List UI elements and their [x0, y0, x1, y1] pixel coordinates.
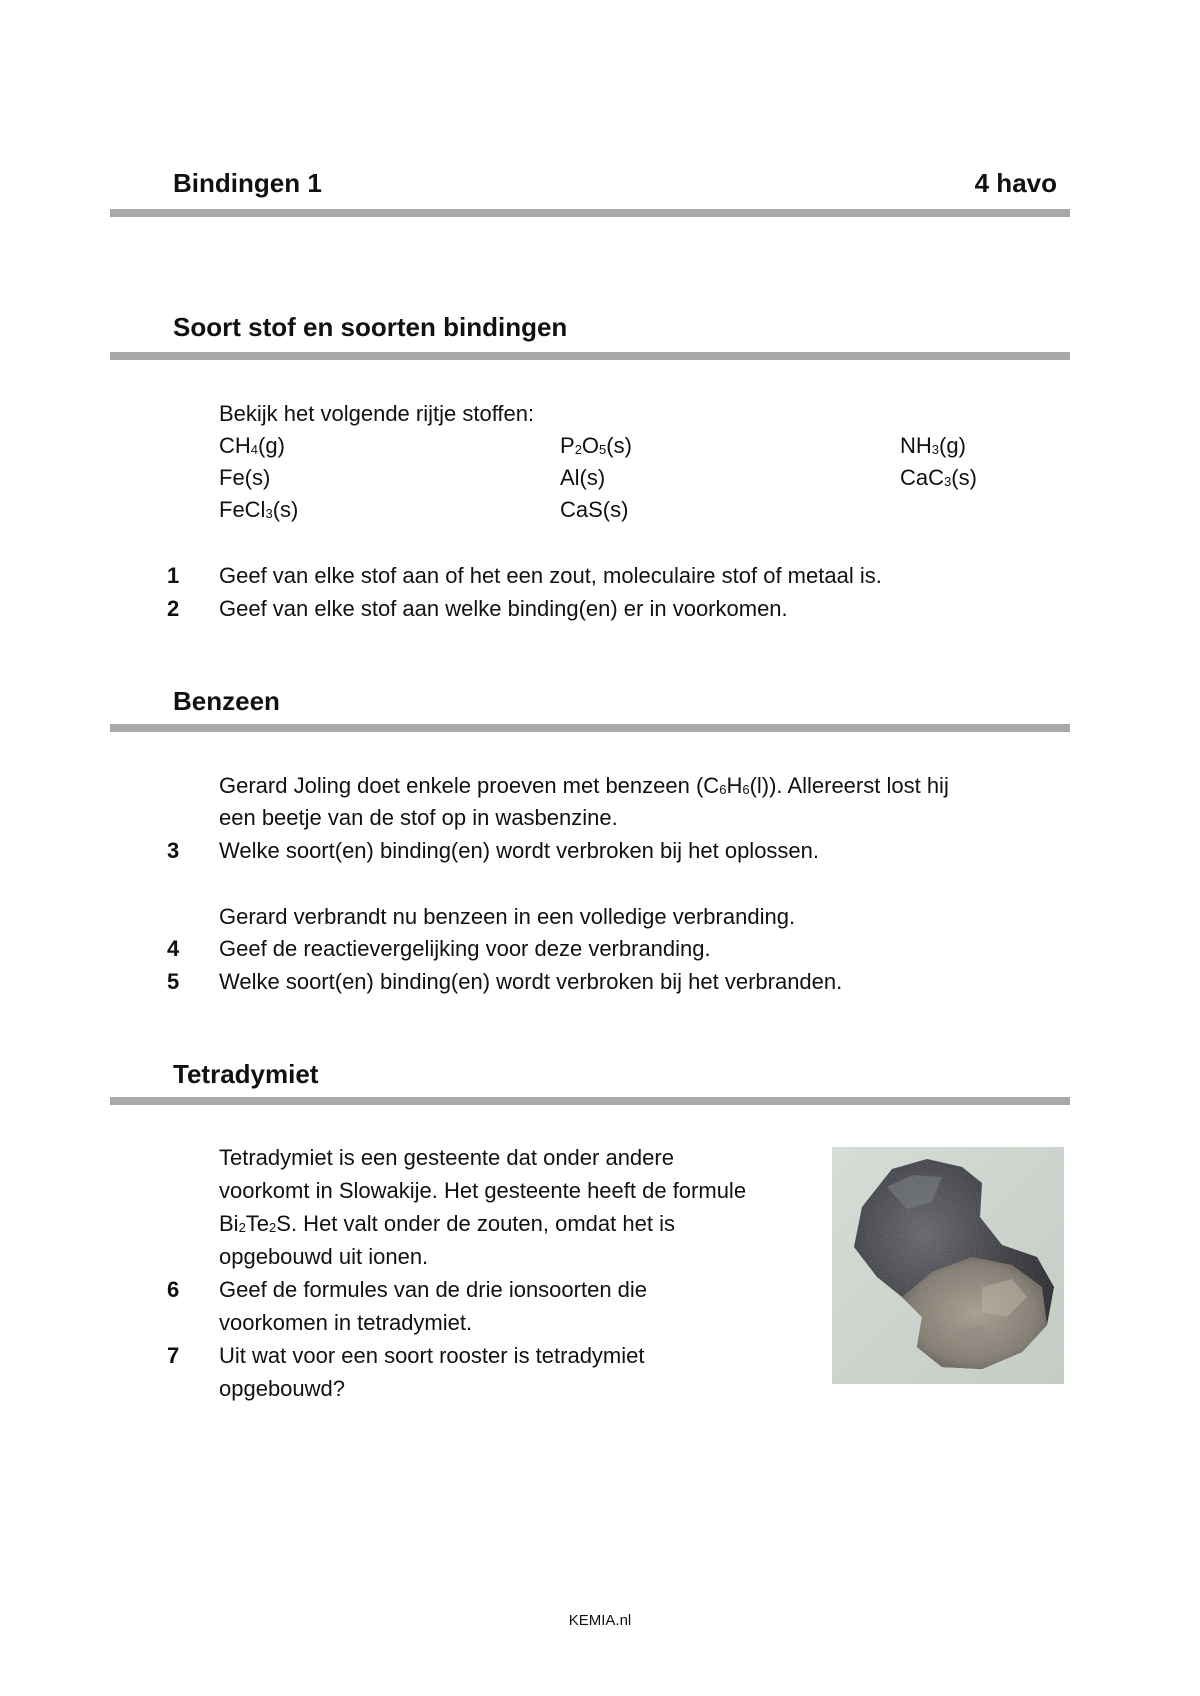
- question-text: Uit wat voor een soort rooster is tetradymiet: [219, 1343, 645, 1368]
- section-title-tetradymiet: Tetradymiet: [173, 1059, 319, 1089]
- question-text: Geef van elke stof aan welke binding(en) er in voorkomen.: [219, 596, 788, 621]
- substance-item: FeCl$_3$(s): [219, 497, 299, 522]
- section-title-benzeen: Benzeen: [173, 686, 280, 716]
- section-divider-3: [110, 1097, 1070, 1105]
- substance-item: CaS(s): [560, 497, 629, 522]
- section-divider-1: [110, 352, 1070, 360]
- question-text-continued: opgebouwd?: [219, 1376, 346, 1401]
- footer-credit: KEMIA.nl: [568, 1612, 632, 1629]
- question-number: 6: [167, 1277, 180, 1302]
- question-number: 3: [167, 838, 180, 863]
- substance-item: CaC$_3$(s): [900, 465, 977, 490]
- substance-item: $CH_4(g)$: [219, 433, 285, 458]
- question-number: 5: [167, 969, 180, 994]
- header-divider: [110, 209, 1070, 217]
- question-number: 4: [167, 936, 180, 961]
- section-divider-2: [110, 724, 1070, 732]
- question-number: 1: [167, 563, 180, 588]
- question-number: 7: [167, 1343, 180, 1368]
- benzeen-paragraph-line-1: Gerard Joling doet enkele proeven met benzeen $(C_6H_6(l))$. Allereerst lost hij: [219, 773, 949, 798]
- substance-item: $NH_3(g)$: [900, 433, 966, 458]
- question-text: Geef de reactievergelijking voor deze verbranding.: [219, 936, 711, 961]
- document-level: 4 havo: [974, 168, 1057, 198]
- tetradymiet-paragraph-line-4: opgebouwd uit ionen.: [219, 1244, 429, 1269]
- question-number: 2: [167, 596, 180, 621]
- question-text: Welke soort(en) binding(en) wordt verbroken bij het oplossen.: [219, 838, 820, 863]
- question-text: Geef van elke stof aan of het een zout, moleculaire stof of metaal is.: [219, 563, 882, 588]
- benzeen-paragraph-2: Gerard verbrandt nu benzeen in een volledige verbranding.: [219, 904, 796, 929]
- section-title-soort-stof: Soort stof en soorten bindingen: [173, 312, 568, 342]
- substance-item: Fe(s): [219, 465, 271, 490]
- document-title: Bindingen 1: [173, 168, 322, 198]
- question-text: Welke soort(en) binding(en) wordt verbroken bij het verbranden.: [219, 969, 843, 994]
- substance-item: Al(s): [560, 465, 606, 490]
- question-text: Geef de formules van de drie ionsoorten die: [219, 1277, 648, 1302]
- substance-item: $P_2O_5(s)$: [560, 433, 632, 458]
- tetradymiet-paragraph-line-2: voorkomt in Slowakije. Het gesteente heeft de formule: [219, 1178, 747, 1203]
- section-1-intro: Bekijk het volgende rijtje stoffen:: [219, 401, 535, 426]
- tetradymiet-paragraph-line-1: Tetradymiet is een gesteente dat onder andere: [219, 1145, 674, 1170]
- tetradymiet-paragraph-line-3: $Bi_2Te_2S$. Het valt onder de zouten, omdat het is: [219, 1211, 675, 1236]
- benzeen-paragraph-line-2: een beetje van de stof op in wasbenzine.: [219, 805, 618, 830]
- tetradymiet-rock-image: [832, 1147, 1064, 1384]
- question-text-continued: voorkomen in tetradymiet.: [219, 1310, 473, 1335]
